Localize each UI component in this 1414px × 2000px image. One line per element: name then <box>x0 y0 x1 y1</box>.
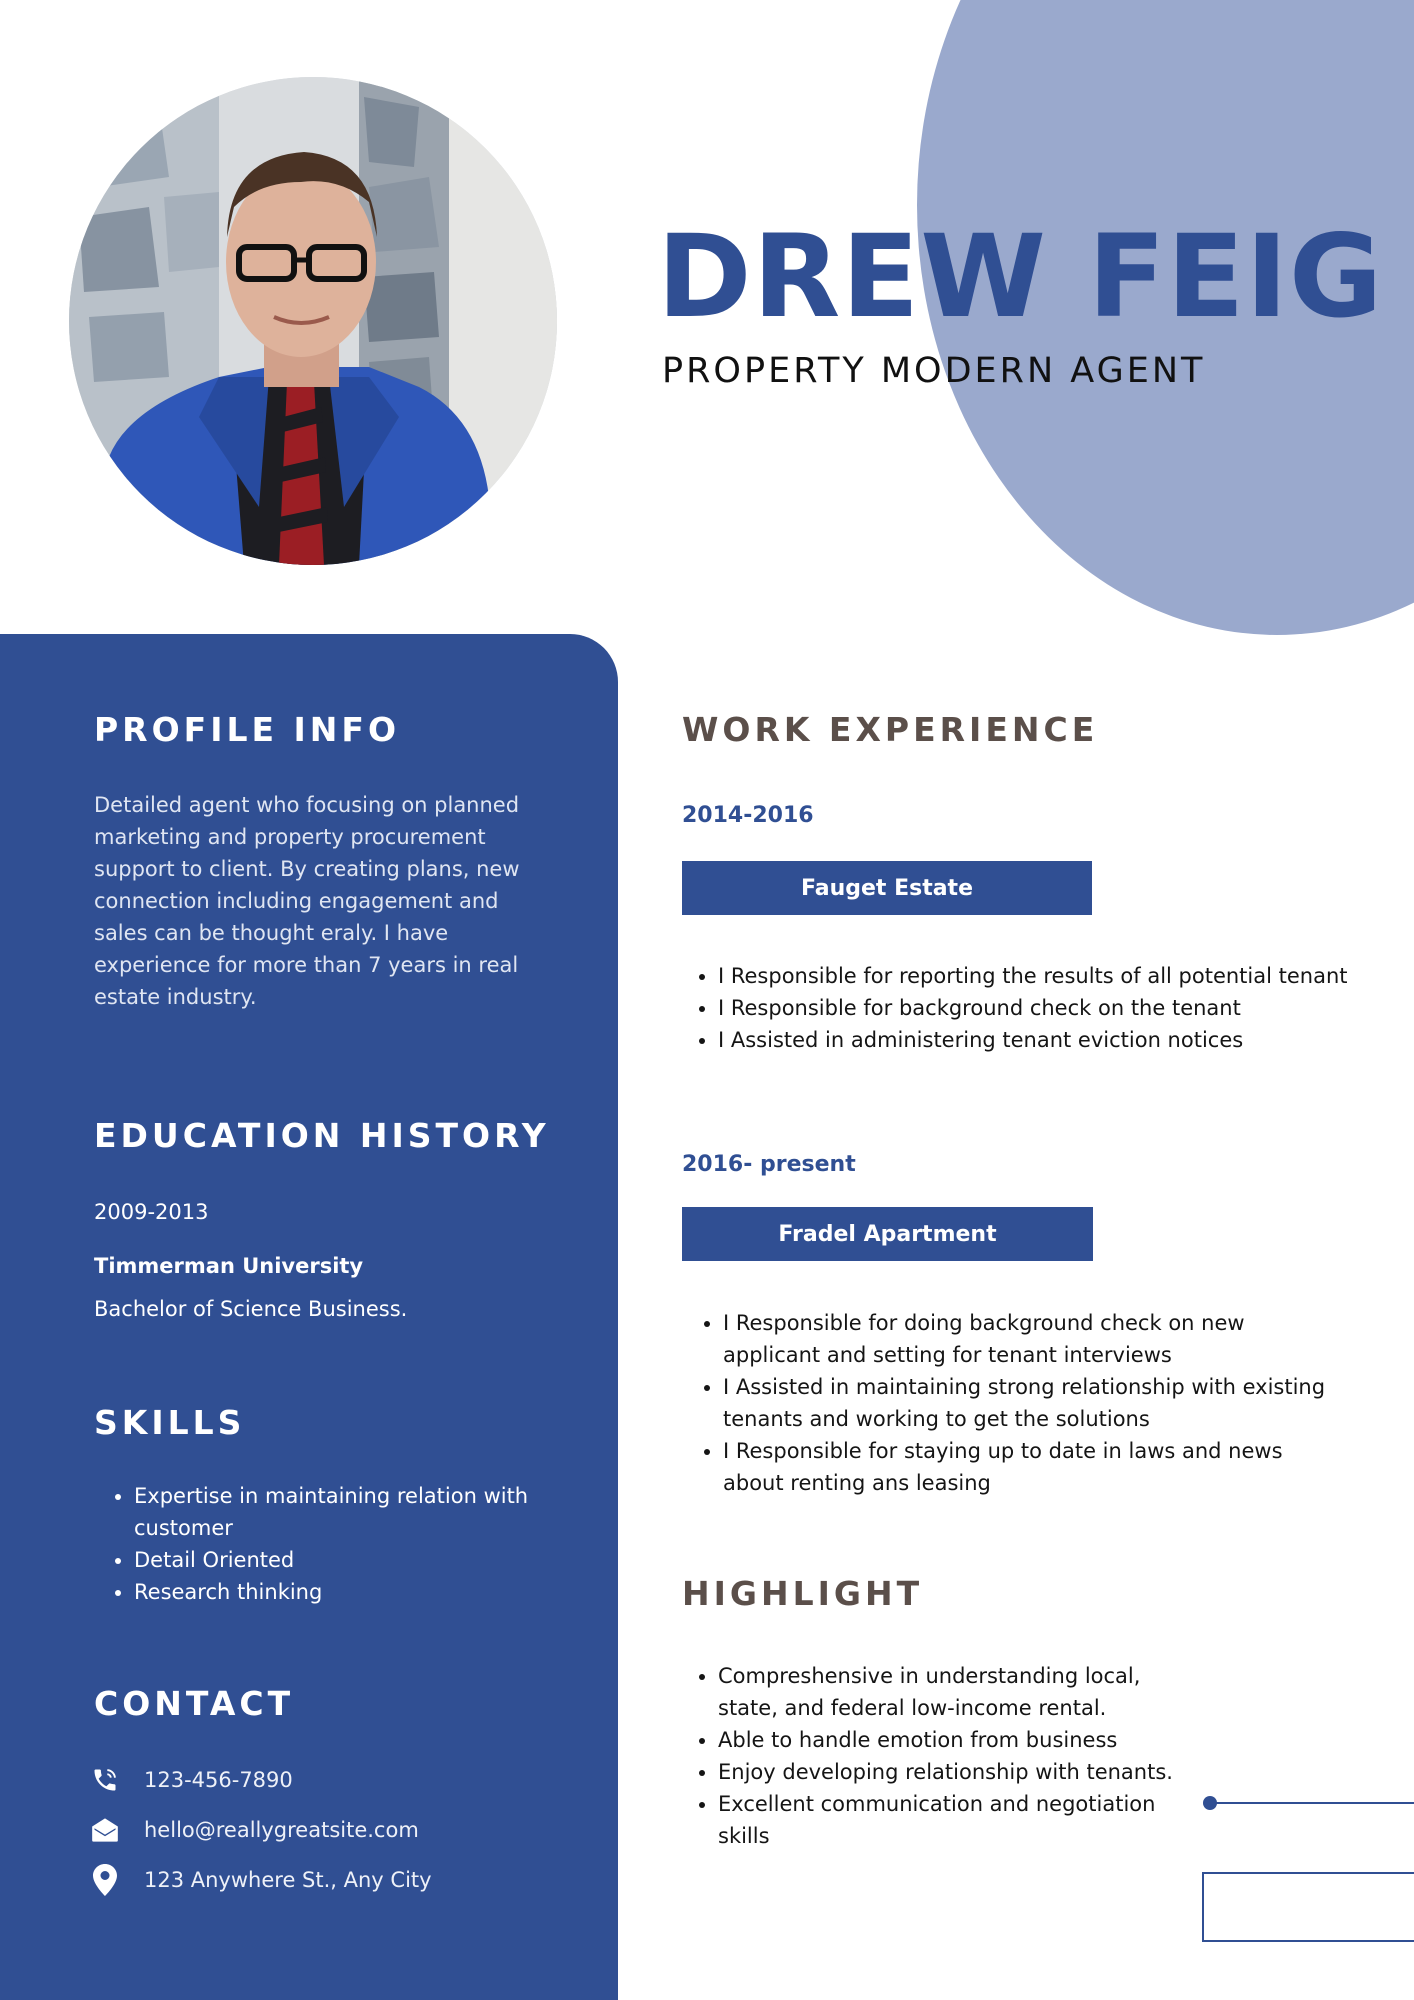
job-company: Fradel Apartment <box>682 1207 1093 1261</box>
candidate-name: DREW FEIG <box>657 210 1384 343</box>
phone-icon <box>90 1765 120 1795</box>
education-degree: Bachelor of Science Business. <box>94 1297 408 1321</box>
portrait-illustration <box>69 77 557 565</box>
contact-email <box>90 1815 419 1845</box>
job-duties <box>723 1307 1333 1499</box>
highlight-item: • Compreshensive in understanding local, state, and federal low-income rental. <box>718 1660 1188 1724</box>
duty-item: • I Responsible for background check on the tenant <box>718 992 1358 1024</box>
duty-item: • I Assisted in maintaining strong relationship with existing tenants and working to get the solutions <box>723 1371 1333 1435</box>
job-years: 2016- present <box>682 1152 856 1177</box>
sidebar-panel <box>0 634 618 2000</box>
duty-item: • I Responsible for doing background check on new applicant and setting for tenant interviews <box>723 1307 1333 1371</box>
skills-heading: SKILLS <box>94 1403 246 1442</box>
contact-address <box>90 1865 432 1895</box>
decorative-box <box>1202 1872 1414 1942</box>
duty-item: • I Responsible for reporting the results of all potential tenant <box>718 960 1358 992</box>
highlight-item: • Able to handle emotion from business <box>718 1724 1188 1756</box>
highlight-item: • Excellent communication and negotiation skills <box>718 1788 1188 1852</box>
email-text: hello@reallygreatsite.com <box>144 1818 419 1842</box>
job-years: 2014-2016 <box>682 803 814 828</box>
contact-heading: CONTACT <box>94 1684 295 1723</box>
education-school: Timmerman University <box>94 1254 364 1278</box>
education-heading: EDUCATION HISTORY <box>94 1116 550 1155</box>
skill-item: • Detail Oriented <box>134 1544 574 1576</box>
location-pin-icon <box>90 1865 120 1895</box>
profile-heading: PROFILE INFO <box>94 710 401 749</box>
job-duties <box>718 960 1358 1056</box>
work-heading: WORK EXPERIENCE <box>682 710 1099 749</box>
skill-item: • Research thinking <box>134 1576 574 1608</box>
phone-text: 123-456-7890 <box>144 1768 293 1792</box>
decorative-line <box>1210 1802 1414 1804</box>
decorative-dot <box>1203 1796 1217 1810</box>
duty-item: • I Responsible for staying up to date in laws and news about renting ans leasing <box>723 1435 1333 1499</box>
highlight-item: • Enjoy developing relationship with tenants. <box>718 1756 1188 1788</box>
profile-text: Detailed agent who focusing on planned marketing and property procurement support to client. By creating plans, new connection including engagement and sales can be thought eraly. I have experience for more than 7 years in real estate industry. <box>94 793 520 1009</box>
envelope-icon <box>90 1815 120 1845</box>
profile-photo <box>69 77 557 565</box>
highlight-list <box>718 1660 1188 1852</box>
job-company: Fauget Estate <box>682 861 1092 915</box>
education-years: 2009-2013 <box>94 1200 209 1224</box>
duty-item: • I Assisted in administering tenant eviction notices <box>718 1024 1358 1056</box>
candidate-role: PROPERTY MODERN AGENT <box>662 351 1206 391</box>
skills-list <box>134 1480 574 1608</box>
highlight-heading: HIGHLIGHT <box>682 1574 924 1613</box>
skill-item: • Expertise in maintaining relation with customer <box>134 1480 574 1544</box>
address-text: 123 Anywhere St., Any City <box>144 1868 432 1892</box>
contact-phone <box>90 1765 293 1795</box>
